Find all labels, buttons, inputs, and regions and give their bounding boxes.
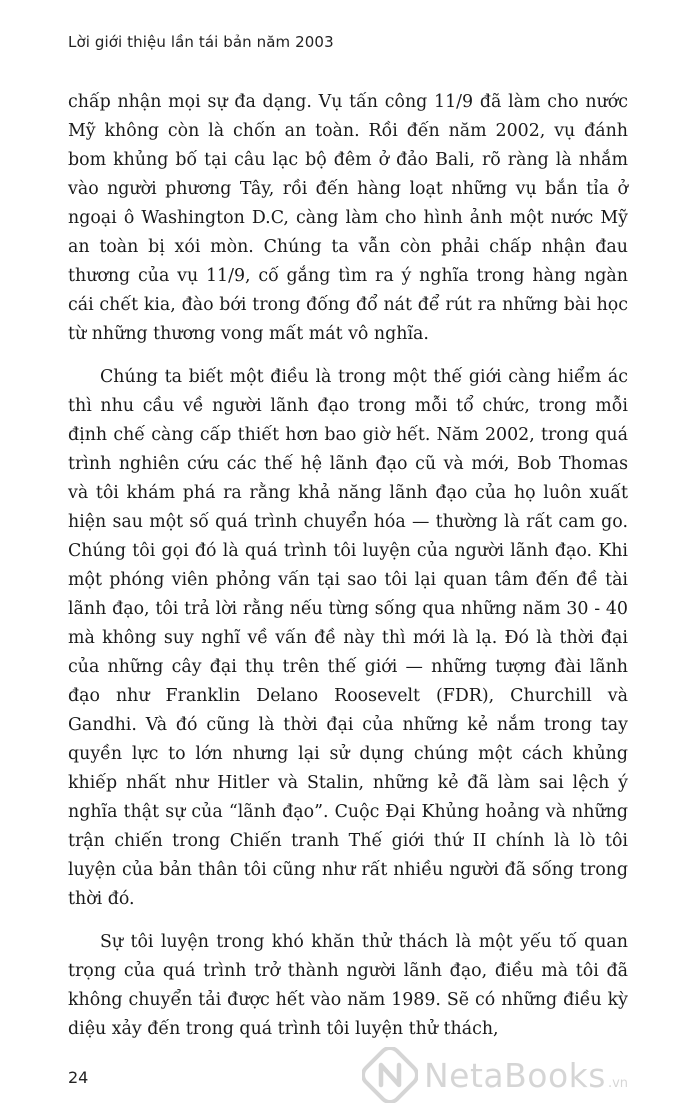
watermark — [362, 1047, 628, 1103]
paragraph-1: chấp nhận mọi sự đa dạng. Vụ tấn công 11/9 đã làm cho nước Mỹ không còn là chốn an toàn. Rồi đến năm 2002, vụ đánh bom khủng bố tại câu lạc bộ đêm ở đảo Bali, rõ ràng là nhắm vào người phương Tây, rồi đến hàng loạt những vụ bắn tỉa ở ngoại ô Washington D.C, càng làm cho hình ảnh một nước Mỹ an toàn bị xói mòn. Chúng ta vẫn còn phải chấp nhận đau thương của vụ 11/9, cố gắng tìm ra ý nghĩa trong hàng ngàn cái chết kia, đào bới trong đống đổ nát để rút ra những bài học từ những thương vong mất mát vô nghĩa. — [68, 92, 628, 344]
body-text — [68, 88, 628, 1058]
watermark-text: NetaBooks — [424, 1055, 606, 1095]
paragraph-2: Chúng ta biết một điều là trong một thế giới càng hiểm ác thì nhu cầu về người lãnh đạo trong mỗi tổ chức, trong mỗi định chế càng cấp thiết hơn bao giờ hết. Năm 2002, trong quá trình nghiên cứu các thế hệ lãnh đạo cũ và mới, Bob Thomas và tôi khám phá ra rằng khả năng lãnh đạo của họ luôn xuất hiện sau một số quá trình chuyển hóa — thường là rất cam go. Chúng tôi gọi đó là quá trình tôi luyện của người lãnh đạo. Khi một phóng viên phỏng vấn tại sao tôi lại quan tâm đến đề tài lãnh đạo, tôi trả lời rằng nếu từng sống qua những năm 30 - 40 mà không suy nghĩ về vấn đề này thì mới là lạ. Đó là thời đại của những cây đại thụ trên thế giới — những tượng đài lãnh đạo như Franklin Delano Roosevelt (FDR), Churchill và Gandhi. Và đó cũng là thời đại của những kẻ nắm trong tay quyền lực to lớn nhưng lại sử dụng chúng một cách khủng khiếp nhất như Hitler và Stalin, những kẻ đã làm sai lệch ý nghĩa thật sự của “lãnh đạo”. Cuộc Đại Khủng hoảng và những trận chiến trong Chiến tranh Thế giới thứ II chính là lò tôi luyện của bản thân tôi cũng như rất nhiều người đã sống trong thời đó. — [68, 367, 628, 909]
page-number: 24 — [68, 1068, 89, 1087]
paragraph-3: Sự tôi luyện trong khó khăn thử thách là một yếu tố quan trọng của quá trình trở thành người lãnh đạo, điều mà tôi đã không chuyển tải được hết vào năm 1989. Sẽ có những điều kỳ diệu xảy đến trong quá trình tôi luyện thử thách, — [68, 932, 628, 1039]
watermark-suffix: .vn — [607, 1076, 629, 1091]
running-header: Lời giới thiệu lần tái bản năm 2003 — [68, 33, 334, 51]
netabooks-logo-icon — [362, 1047, 418, 1103]
